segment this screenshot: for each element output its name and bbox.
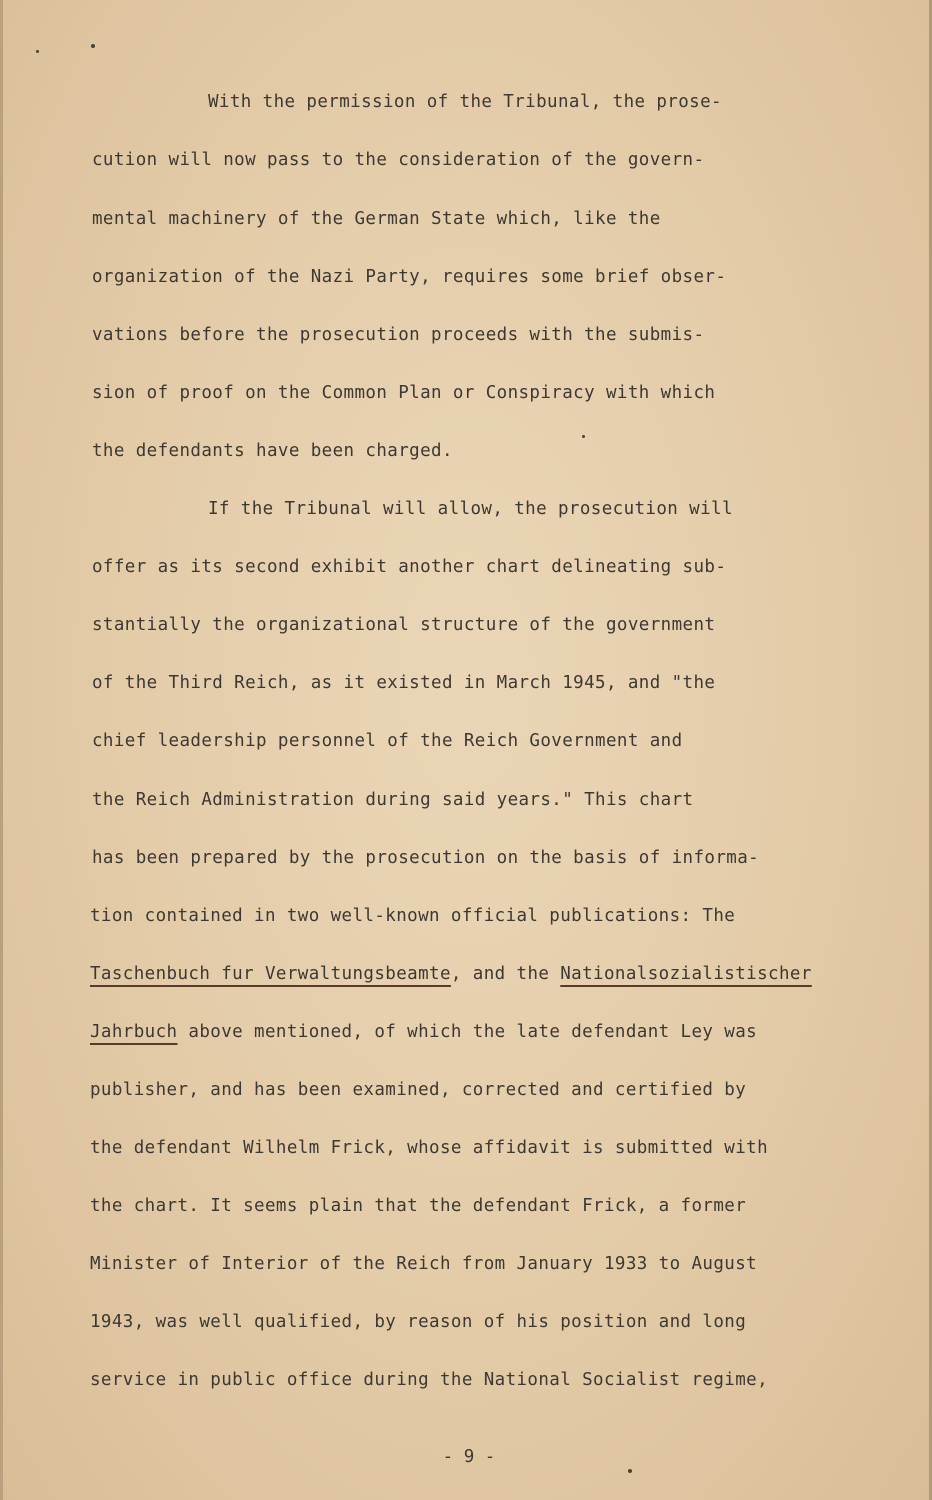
text-fragment: above mentioned, of which the late defendant Ley was — [177, 1022, 758, 1042]
text-line: sion of proof on the Common Plan or Conspiracy with which — [92, 383, 716, 403]
page-number: - 9 - — [442, 1447, 496, 1467]
text-line: the Reich Administration during said years." This chart — [92, 790, 694, 810]
text-line: With the permission of the Tribunal, the prose- — [208, 92, 722, 112]
text-line: tion contained in two well-known official publications: The — [90, 906, 736, 926]
text-line: mental machinery of the German State which, like the — [92, 209, 661, 229]
text-line: Minister of Interior of the Reich from January 1933 to August — [90, 1254, 758, 1274]
text-line: offer as its second exhibit another chart delineating sub- — [92, 557, 727, 577]
paper-speck — [582, 435, 585, 438]
paper-speck — [36, 50, 39, 53]
publication-title-jahrbuch: Nationalsozialistischer — [560, 964, 812, 984]
text-line: If the Tribunal will allow, the prosecution will — [208, 499, 733, 519]
paper-speck — [91, 44, 95, 48]
text-line: the defendant Wilhelm Frick, whose affidavit is submitted with — [90, 1138, 769, 1158]
text-line — [90, 1021, 757, 1043]
text-line: service in public office during the National Socialist regime, — [90, 1370, 769, 1390]
text-line: chief leadership personnel of the Reich Government and — [92, 731, 683, 751]
text-line: publisher, and has been examined, corrected and certified by — [90, 1080, 747, 1100]
text-line: the defendants have been charged. — [92, 441, 453, 461]
text-line: organization of the Nazi Party, requires some brief obser- — [92, 267, 727, 287]
text-line: vations before the prosecution proceeds with the submis- — [92, 325, 705, 345]
text-line: of the Third Reich, as it existed in March 1945, and "the — [92, 673, 716, 693]
text-line: cution will now pass to the consideration of the govern- — [92, 150, 705, 170]
text-fragment: , and the — [450, 964, 561, 984]
text-line: stantially the organizational structure of the government — [92, 615, 716, 635]
text-line — [90, 963, 812, 985]
publication-title-taschenbuch: Taschenbuch fur Verwaltungsbeamte — [90, 964, 451, 984]
text-line: 1943, was well qualified, by reason of his position and long — [90, 1312, 747, 1332]
publication-title-jahrbuch-end: Jahrbuch — [90, 1022, 178, 1042]
paper-speck — [628, 1469, 632, 1473]
text-line: the chart. It seems plain that the defendant Frick, a former — [90, 1196, 747, 1216]
text-line: has been prepared by the prosecution on the basis of informa- — [92, 848, 760, 868]
